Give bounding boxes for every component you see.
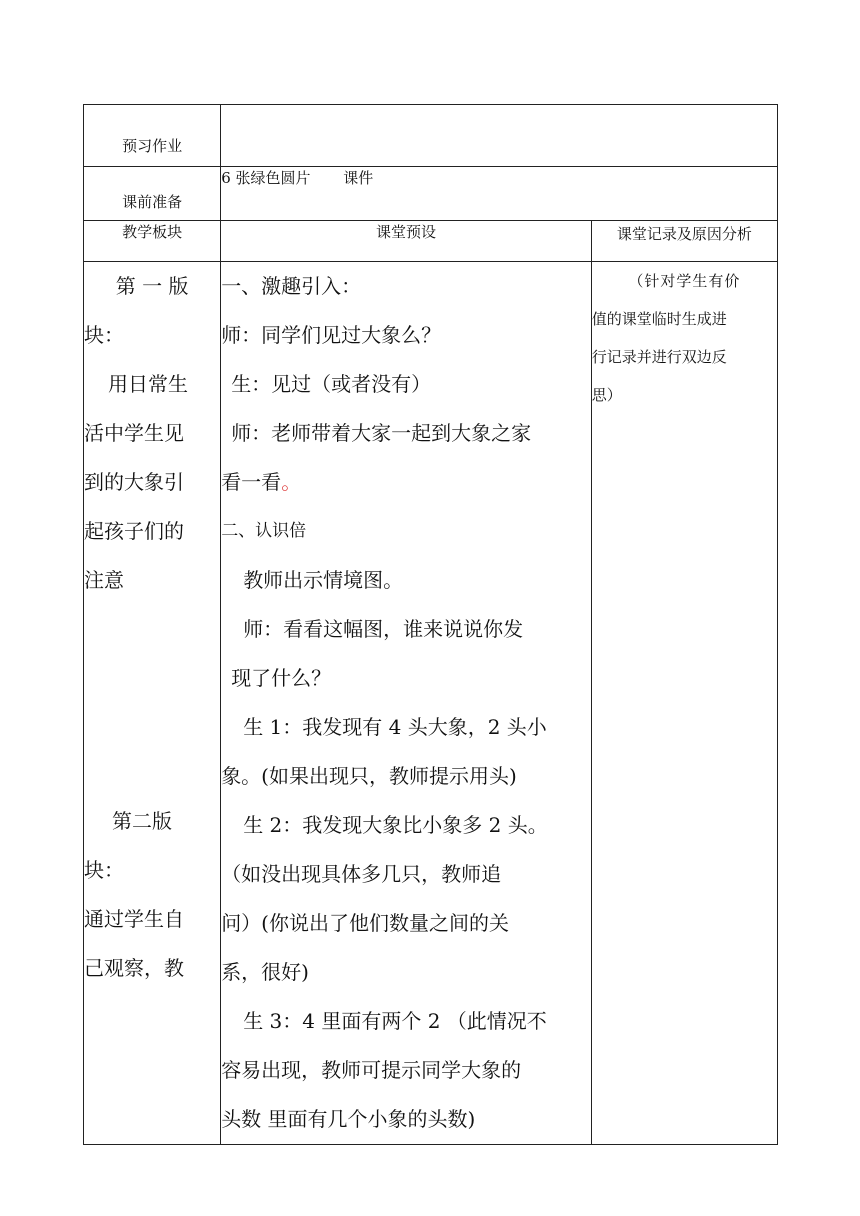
plan-line: 师：老师带着大家一起到大象之家	[231, 421, 532, 445]
plan-line: 师：同学们见过大象么？	[221, 323, 442, 347]
plan-line: 生 2：我发现大象比小象多 2 头。	[243, 813, 548, 837]
plan-line: 教师出示情境图。	[243, 568, 404, 592]
plan-line: 生：见过（或者没有）	[231, 372, 432, 396]
header-class-plan: 课堂预设	[221, 221, 592, 262]
plan-red-mark: 。	[281, 470, 302, 494]
class-record-cell	[591, 262, 777, 1145]
plan-line: 头数 里面有几个小象的头数)	[221, 1107, 476, 1131]
prep-label: 课前准备	[122, 193, 183, 211]
content-row	[84, 262, 778, 1145]
plan-line: 象。(如果出现只，教师提示用头)	[221, 764, 517, 788]
plan-line: 问）(你说出了他们数量之间的关	[221, 911, 509, 935]
section-text: 起孩子们的	[84, 519, 184, 543]
plan-line-text: 看一看	[221, 470, 282, 494]
prep-label-cell	[84, 167, 221, 221]
homework-label-cell	[84, 105, 221, 167]
homework-row	[84, 105, 778, 167]
section-text: 第二版	[112, 809, 172, 833]
plan-line: 系，很好)	[221, 960, 309, 984]
plan-line: 师：看看这幅图，谁来说说你发	[243, 617, 524, 641]
lesson-plan-table	[83, 104, 778, 1145]
homework-label: 预习作业	[122, 137, 183, 155]
prep-item-courseware: 课件	[343, 169, 374, 187]
plan-line: 生 3：4 里面有两个 2 （此情况不	[243, 1009, 547, 1033]
plan-line: 二、认识倍	[221, 521, 307, 541]
section-text: 到的大象引	[84, 470, 184, 494]
section-text: 块：	[84, 323, 124, 347]
plan-line: （如没出现具体多几只，教师追	[221, 862, 502, 886]
section-text: 用日常生	[108, 372, 188, 396]
record-note: 思）	[591, 386, 622, 404]
section-text: 块：	[84, 858, 124, 882]
prep-value-cell	[221, 167, 778, 221]
record-note: 值的课堂临时生成进	[591, 310, 727, 328]
header-class-record: 课堂记录及原因分析	[591, 221, 777, 262]
section-text: 己观察，教	[84, 956, 184, 980]
class-plan-cell	[221, 262, 592, 1145]
header-teaching-section: 教学板块	[84, 221, 221, 262]
plan-line	[221, 458, 591, 507]
plan-line: 一、激趣引入：	[221, 274, 362, 298]
section-text: 注意	[84, 568, 124, 592]
record-note: （针对学生有价	[628, 272, 741, 290]
section-gap	[84, 605, 220, 797]
homework-value-cell	[221, 105, 778, 167]
plan-line: 生 1：我发现有 4 头大象，2 头小	[243, 715, 547, 739]
plan-line: 容易出现，教师可提示同学大象的	[221, 1058, 522, 1082]
section-text: 第 一 版	[115, 274, 189, 298]
record-note: 行记录并进行双边反	[591, 348, 727, 366]
prep-row	[84, 167, 778, 221]
section-text: 活中学生见	[84, 421, 184, 445]
teaching-section-cell	[84, 262, 221, 1145]
plan-line: 现了什么？	[231, 666, 332, 690]
header-row	[84, 221, 778, 262]
prep-item-green-discs: 6 张绿色圆片	[221, 169, 311, 187]
section-text: 通过学生自	[84, 907, 184, 931]
